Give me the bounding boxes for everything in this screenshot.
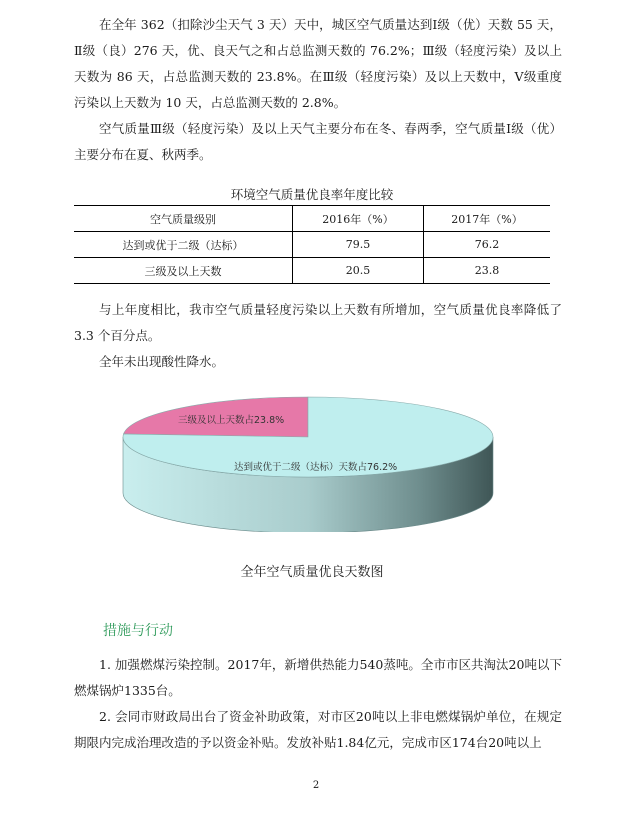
summary-text [74, 297, 562, 375]
table-cell: 三级及以上天数 [74, 258, 293, 284]
paragraph: 全年未出现酸性降水。 [99, 354, 225, 369]
header-cell: 空气质量级别 [74, 206, 293, 232]
paragraph: 空气质量Ⅲ级（轻度污染）及以上天气主要分布在冬、春两季，空气质量Ⅰ级（优）主要分布在夏、秋两季。 [74, 121, 562, 162]
table-caption: 环境空气质量优良率年度比较 [230, 187, 394, 202]
table-cell: 79.5 [293, 232, 424, 258]
comparison-table [74, 205, 550, 284]
table-row [74, 232, 550, 258]
pie-label-above-grade-3: 三级及以上天数占23.8% [178, 415, 285, 426]
paragraph: 与上年度相比，我市空气质量轻度污染以上天数有所增加，空气质量优良率降低了 3.3 个百分点。 [74, 302, 562, 343]
table-header-row [74, 206, 550, 232]
page-number: 2 [312, 780, 320, 791]
header-cell: 2016年（%） [293, 206, 424, 232]
pie-chart [110, 392, 510, 532]
header-cell: 2017年（%） [424, 206, 551, 232]
table-row [74, 258, 550, 284]
paragraph: 1. 加强燃煤污染控制。2017年，新增供热能力540蒸吨。全市市区共淘汰20吨以下燃煤锅炉1335台。 [74, 657, 562, 698]
section-heading: 措施与行动 [103, 623, 173, 639]
table-cell: 23.8 [424, 258, 551, 284]
paragraph: 2. 会同市财政局出台了资金补助政策，对市区20吨以上非电燃煤锅炉单位，在规定期限内完成治理改造的予以资金补贴。发放补贴1.84亿元，完成市区174台20吨以上 [74, 709, 562, 750]
table-cell: 76.2 [424, 232, 551, 258]
table-cell: 达到或优于二级（达标） [74, 232, 293, 258]
measures-text [74, 652, 562, 756]
intro-text [74, 12, 562, 168]
table-cell: 20.5 [293, 258, 424, 284]
chart-title: 全年空气质量优良天数图 [240, 565, 384, 580]
paragraph: 在全年 362（扣除沙尘天气 3 天）天中，城区空气质量达到Ⅰ级（优）天数 55 天，Ⅱ级（良）276 天，优、良天气之和占总监测天数的 76.2%；Ⅲ级（轻度污染）及以上天数为 86 天，占总监测天数的 23.8%。在Ⅲ级（轻度污染）及以上天数中，Ⅴ级重度污染以上天数为 10 天，占总监测天数的 2.8%。 [74, 17, 562, 110]
pie-label-compliant: 达到或优于二级（达标）天数占76.2% [234, 462, 398, 473]
